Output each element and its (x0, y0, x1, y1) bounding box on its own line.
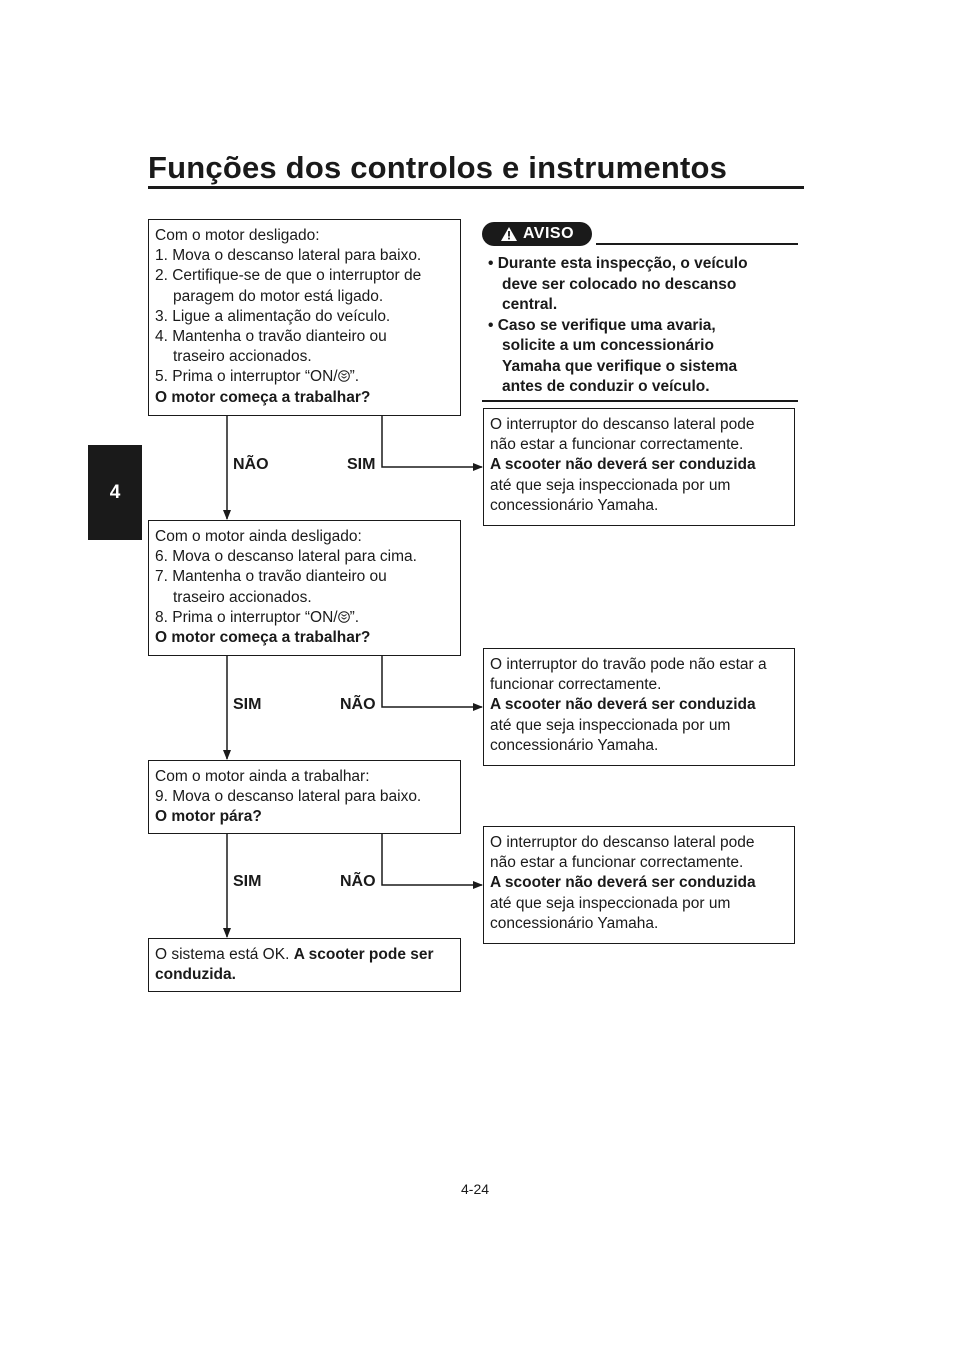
step2-line4: traseiro accionados. (173, 588, 312, 606)
step1-line6: 4. Mantenha o travão dianteiro ou (155, 328, 387, 346)
step3-line1: Com o motor ainda a trabalhar: (155, 768, 370, 785)
step1-line7: traseiro accionados. (173, 348, 312, 366)
warning-line1: • Durante esta inspecção, o veículo (488, 255, 748, 272)
result1-line5: concessionário Yamaha. (490, 496, 659, 514)
warning-line4: • Caso se verifique uma avaria, (488, 316, 716, 334)
chapter-tab: 4 (88, 445, 142, 540)
step3-line2: 9. Mova o descanso lateral para baixo. (155, 788, 422, 806)
warning-text (488, 254, 788, 398)
step2-question: O motor começa a trabalhar? (155, 629, 371, 647)
step3-box (148, 760, 461, 834)
warning-triangle-icon (500, 226, 518, 242)
step2-line3: 7. Mantenha o travão dianteiro ou (155, 568, 387, 586)
step1-line1: Com o motor desligado: (155, 227, 320, 244)
step1-line5: 3. Ligue a alimentação do veículo. (155, 307, 391, 325)
warning-label: AVISO (522, 225, 575, 242)
label-nao-3: NÃO (340, 873, 376, 890)
result2-box (483, 648, 795, 766)
final-bold: A scooter pode ser (293, 946, 434, 963)
step1-line2: 1. Mova o descanso lateral para baixo. (155, 247, 422, 265)
result2-line5: concessionário Yamaha. (490, 736, 659, 754)
arrow-step1-right (382, 415, 482, 467)
warning-line7: antes de conduzir o veículo. (502, 378, 710, 395)
result2-line2: funcionar correctamente. (490, 676, 662, 694)
result3-box (483, 826, 795, 944)
result1-line2: não estar a funcionar correctamente. (490, 436, 744, 454)
result2-line4: até que seja inspeccionada por um (490, 716, 731, 734)
warning-line6: Yamaha que verifique o sistema (502, 357, 738, 375)
result2-line1: O interruptor do travão pode não estar a (490, 656, 767, 673)
step2-line1: Com o motor ainda desligado: (155, 528, 362, 545)
step2-line5: 8. Prima o interruptor “ON/ ”. (155, 608, 360, 626)
result1-line1: O interruptor do descanso lateral pode (490, 416, 755, 433)
warning-line3: central. (502, 296, 558, 313)
result3-warning: A scooter não deverá ser conduzida (490, 874, 756, 892)
step1-box (148, 219, 461, 416)
page-title: Funções dos controlos e instrumentos (148, 150, 728, 185)
warning-line2: deve ser colocado no descanso (502, 275, 737, 293)
final-line1 (155, 945, 454, 965)
label-sim-2: SIM (233, 696, 262, 713)
warning-rule-top (596, 243, 798, 245)
step1-line3: 2. Certifique-se de que o interruptor de (155, 267, 422, 285)
result1-box (483, 408, 795, 526)
final-text: O sistema está OK. (155, 946, 294, 963)
warning-badge (482, 222, 592, 246)
result3-line5: concessionário Yamaha. (490, 914, 659, 932)
result1-line4: até que seja inspeccionada por um (490, 476, 731, 494)
result3-line1: O interruptor do descanso lateral pode (490, 834, 755, 851)
step3-question: O motor pára? (155, 808, 262, 826)
label-nao-2: NÃO (340, 696, 376, 713)
label-sim-1: SIM (347, 456, 376, 473)
warning-rule-bottom (482, 400, 798, 402)
label-sim-3: SIM (233, 873, 262, 890)
page-number: 4-24 (461, 1181, 490, 1197)
label-nao-1: NÃO (233, 456, 269, 473)
step2-box (148, 520, 461, 656)
step1-line4: paragem do motor está ligado. (173, 287, 384, 305)
result1-warning: A scooter não deverá ser conduzida (490, 456, 756, 474)
final-box (148, 938, 461, 992)
result3-line4: até que seja inspeccionada por um (490, 894, 731, 912)
step1-question: O motor começa a trabalhar? (155, 388, 371, 406)
start-switch-icon (338, 369, 350, 383)
result2-warning: A scooter não deverá ser conduzida (490, 696, 756, 714)
step2-line2: 6. Mova o descanso lateral para cima. (155, 548, 417, 566)
arrow-step2-right (382, 655, 482, 707)
warning-line5: solicite a um concessionário (502, 337, 714, 354)
result3-line2: não estar a funcionar correctamente. (490, 854, 744, 872)
step1-line8: 5. Prima o interruptor “ON/ ”. (155, 368, 360, 386)
final-line2: conduzida. (155, 966, 236, 984)
arrow-step3-right (382, 833, 482, 885)
start-switch-icon (338, 610, 350, 624)
